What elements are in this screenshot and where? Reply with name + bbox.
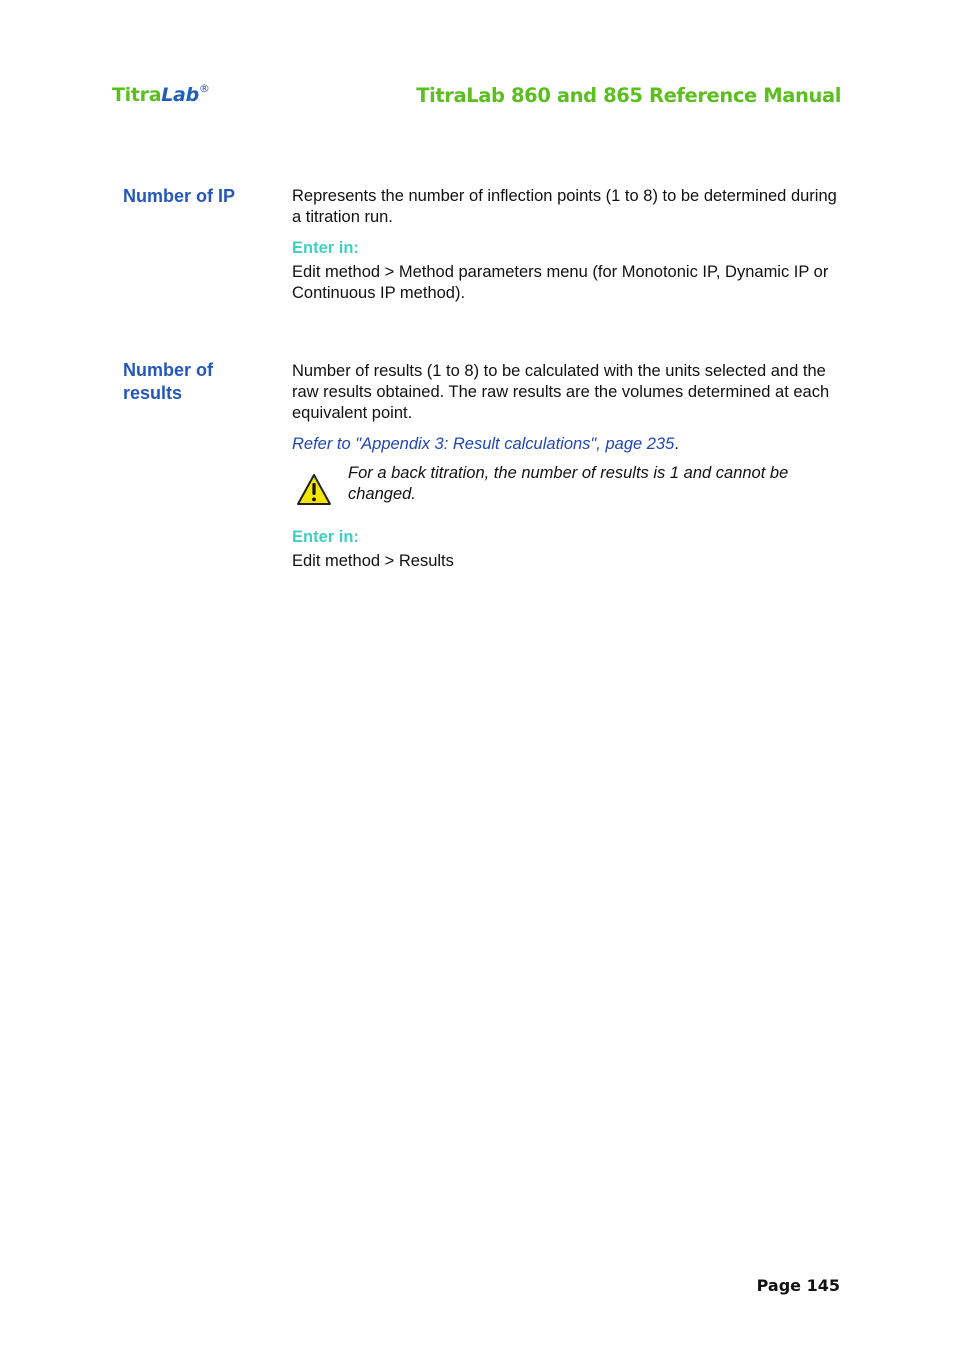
- enter-in-text: Edit method > Method parameters menu (for Monotonic IP, Dynamic IP or Continuous IP method).: [292, 263, 829, 302]
- reference-suffix: .: [674, 435, 679, 453]
- note-text: For a back titration, the number of results is 1 and cannot be changed.: [348, 464, 789, 503]
- entry-number-of-results: [292, 361, 837, 455]
- brand-logo: [112, 84, 210, 106]
- appendix-link[interactable]: Refer to "Appendix 3: Result calculations", page 235: [292, 435, 675, 453]
- brand-prefix: Titra: [112, 84, 162, 106]
- description: Number of results (1 to 8) to be calculated with the units selected and the raw results obtained. The raw results are the volumes determined at each equivalent point.: [292, 362, 830, 422]
- enter-in-label: Enter in:: [292, 239, 359, 257]
- enter-in-label: Enter in:: [292, 528, 359, 546]
- page-number: Page 145: [756, 1276, 840, 1295]
- registered-mark: ®: [198, 82, 210, 95]
- term-number-of-results: Number of results: [123, 360, 213, 403]
- term-number-of-ip: Number of IP: [123, 186, 236, 206]
- reference-line: [292, 434, 837, 455]
- note-box: [292, 463, 837, 511]
- manual-title: TitraLab 860 and 865 Reference Manual: [416, 84, 841, 107]
- enter-in-results: [292, 527, 837, 572]
- enter-in-text: Edit method > Results: [292, 552, 454, 570]
- description: Represents the number of inflection points (1 to 8) to be determined during a titration run.: [292, 187, 837, 226]
- brand-suffix: Lab: [161, 84, 199, 106]
- warning-icon: [296, 473, 332, 507]
- entry-number-of-ip: [292, 186, 837, 304]
